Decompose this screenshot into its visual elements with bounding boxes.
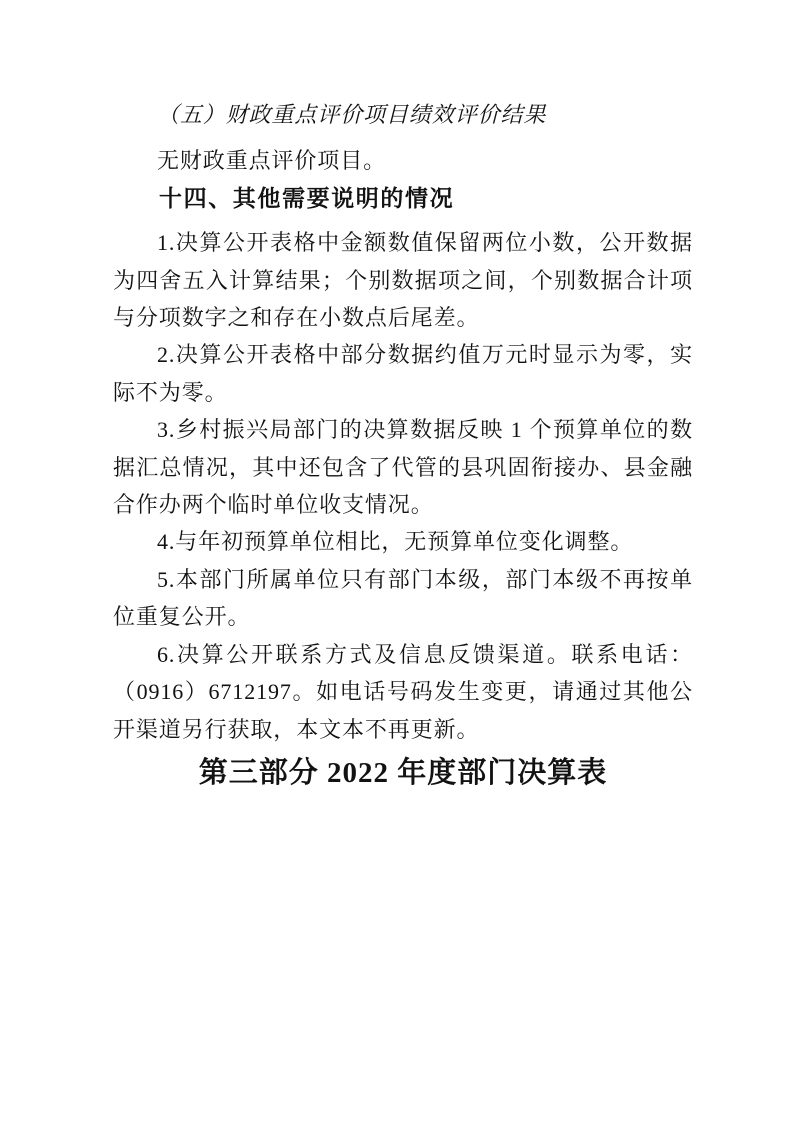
subsection-heading-five: （五）财政重点评价项目绩效评价结果 — [157, 102, 547, 127]
note-item-2: 2.决算公开表格中部分数据约值万元时显示为零，实际不为零。 — [113, 342, 693, 405]
note-item-4: 4.与年初预算单位相比，无预算单位变化调整。 — [157, 529, 634, 555]
note-item-6: 6.决算公开联系方式及信息反馈渠道。联系电话：（0916）6712197。如电话号码发生变更，请通过其他公开渠道另行获取，本文本不再更新。 — [113, 641, 693, 742]
note-item-1: 1.决算公开表格中金额数值保留两位小数，公开数据为四舍五入计算结果；个别数据项之间，个别数据合计项与分项数字之和存在小数点后尾差。 — [113, 230, 693, 331]
note-item-3: 3.乡村振兴局部门的决算数据反映 1 个预算单位的数据汇总情况，其中还包含了代管的县巩固衔接办、县金融合作办两个临时单位收支情况。 — [113, 417, 693, 518]
no-project-note: 无财政重点评价项目。 — [157, 148, 387, 174]
part-three-title: 第三部分 2022 年度部门决算表 — [198, 756, 608, 789]
note-item-5: 5.本部门所属单位只有部门本级，部门本级不再按单位重复公开。 — [113, 566, 693, 630]
section-heading-fourteen: 十四、其他需要说明的情况 — [159, 184, 455, 211]
